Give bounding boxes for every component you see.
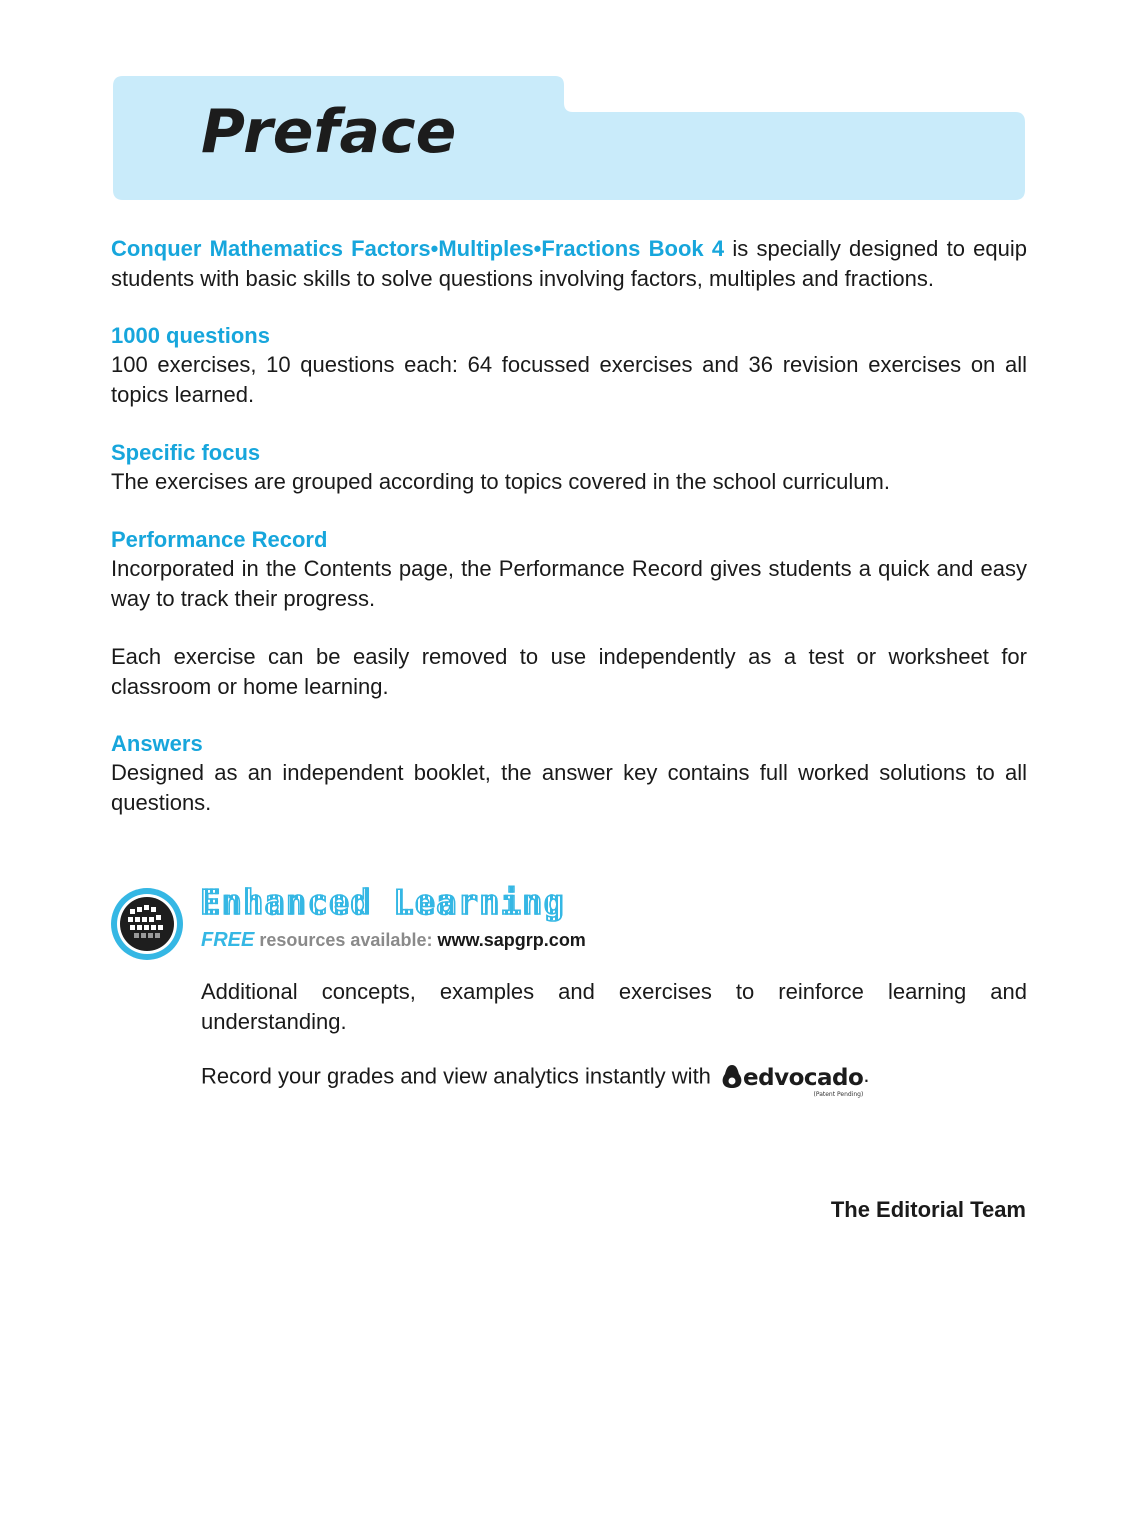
section-heading: Specific focus [111,440,261,465]
patent-note: (Patent Pending) [813,1090,864,1098]
enhanced-learning-paragraph: Additional concepts, examples and exercises to reinforce learning and understanding. [201,979,1027,1034]
edvocado-wordmark [743,1064,864,1098]
section-body: The exercises are grouped according to topics covered in the school curriculum. [111,469,890,494]
extra-paragraph: Each exercise can be easily removed to use independently as a test or worksheet for classroom or home learning. [111,644,1027,699]
free-label: FREE [201,929,255,951]
trailing-period: . [863,1062,870,1087]
avocado-icon [721,1064,743,1090]
section-heading: 1000 questions [111,323,270,348]
edvocado-logo [721,1060,870,1098]
enhanced-learning-subtitle [201,929,586,952]
enhanced-learning-logo-icon [110,887,184,961]
section-body: Designed as an independent booklet, the answer key contains full worked solutions to all questions. [111,760,1027,815]
section-heading: Performance Record [111,527,328,552]
book-title: Conquer Mathematics Factors•Multiples•Fractions Book 4 [111,236,725,261]
section-1000-questions [111,321,1027,409]
section-heading: Answers [111,731,203,756]
section-body: Incorporated in the Contents page, the Performance Record gives students a quick and easy way to track their progress. [111,556,1027,611]
section-performance-record [111,525,1027,613]
edvocado-name: edvocado [743,1064,864,1091]
intro-paragraph [111,234,1027,293]
signature: The Editorial Team [830,1197,1026,1222]
section-body: 100 exercises, 10 questions each: 64 focussed exercises and 36 revision exercises on all topics learned. [111,352,1027,407]
preface-banner [113,76,1025,200]
page-title: Preface [201,97,457,167]
resources-label: resources available: [254,930,438,950]
enhanced-learning-title: Enhanced Learning [200,883,565,923]
analytics-text: Record your grades and view analytics instantly with [201,1063,718,1089]
section-answers [111,729,1027,817]
intro-text: is specially designed to equip students with basic skills to solve questions involving factors, multiples and fractions. [111,236,1028,291]
resources-url: www.sapgrp.com [437,930,586,950]
section-specific-focus [111,438,1027,497]
analytics-paragraph [201,1060,1027,1098]
